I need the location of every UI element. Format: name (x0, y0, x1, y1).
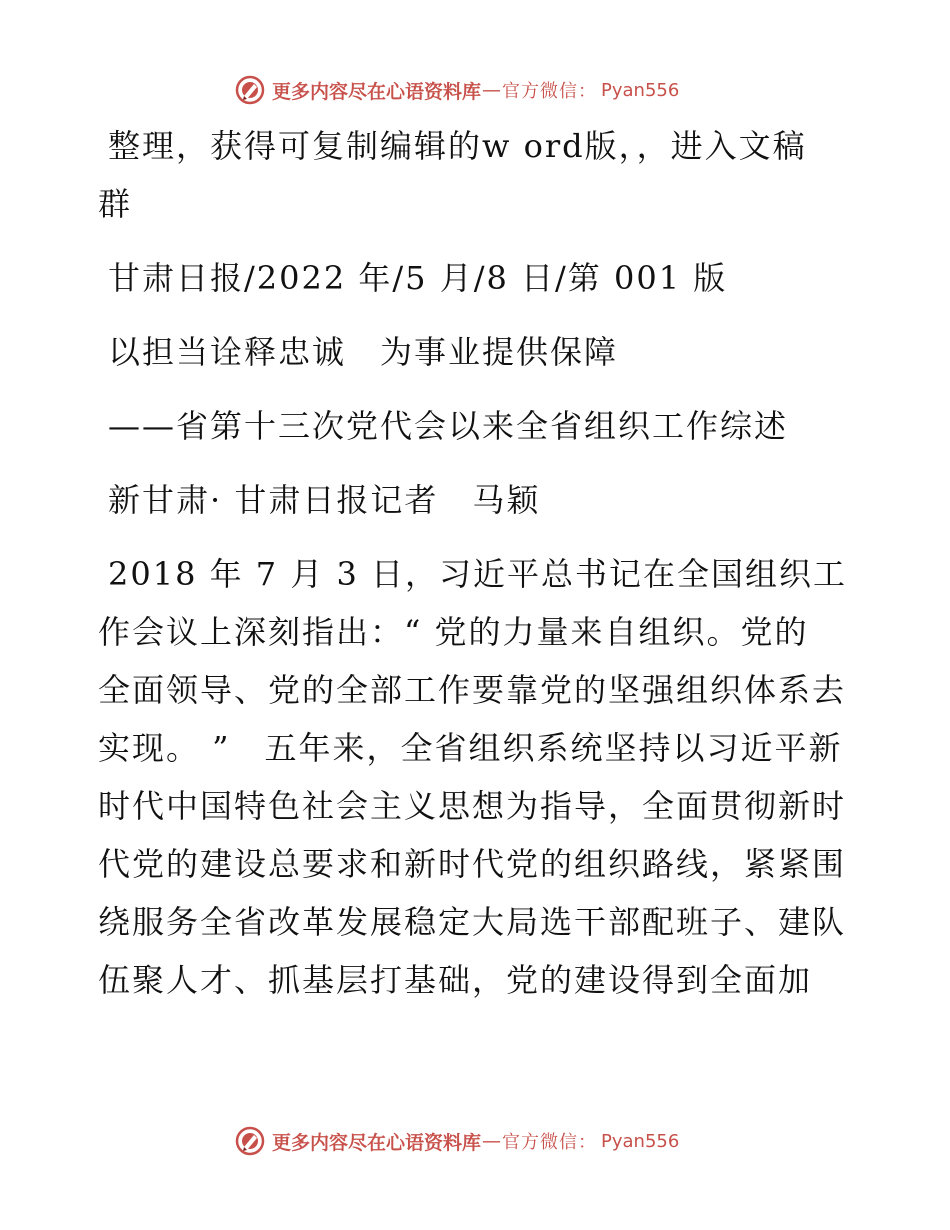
byline: 新甘肃· 甘肃日报记者 马颖 (108, 481, 541, 519)
banner-separator: — (482, 79, 502, 101)
body-line: 实现。 ” 五年来，全省组织系统坚持以习近平新 (98, 729, 843, 767)
header-watermark-banner (234, 73, 734, 107)
banner-text: 更多内容尽在心语资料库 (272, 80, 482, 103)
article-subtitle: ——省第十三次党代会以来全省组织工作综述 (108, 407, 789, 445)
source-line: 甘肃日报/2022 年/5 月/8 日/第 001 版 (108, 259, 728, 297)
article-title: 以担当诠释忠诚 为事业提供保障 (108, 333, 619, 371)
banner-label: 官方微信： (502, 1132, 598, 1153)
footer-watermark-banner (234, 1124, 734, 1158)
body-line: 代党的建设总要求和新时代党的组织路线，紧紧围 (98, 845, 847, 883)
banner-label: 官方微信： (502, 81, 598, 102)
intro-line-2: 群 (98, 185, 133, 223)
pen-nib-logo-icon (234, 74, 266, 106)
body-line: 时代中国特色社会主义思想为指导，全面贯彻新时 (98, 787, 847, 825)
banner-handle: Pyan556 (601, 1130, 680, 1152)
banner-separator: — (482, 1130, 502, 1152)
body-line: 全面领导、党的全部工作要靠党的坚强组织体系去 (98, 671, 847, 709)
banner-handle: Pyan556 (601, 79, 680, 101)
body-line: 绕服务全省改革发展稳定大局选干部配班子、建队 (98, 903, 847, 941)
pen-nib-logo-icon (234, 1125, 266, 1157)
banner-text: 更多内容尽在心语资料库 (272, 1131, 482, 1154)
body-line: 伍聚人才、抓基层打基础，党的建设得到全面加 (98, 961, 813, 999)
intro-line-1: 整理，获得可复制编辑的w ord版，，进入文稿 (108, 127, 807, 165)
body-line: 作会议上深刻指出：“ 党的力量来自组织。党的 (98, 613, 809, 651)
body-line: 2018 年 7 月 3 日，习近平总书记在全国组织工 (108, 555, 848, 593)
